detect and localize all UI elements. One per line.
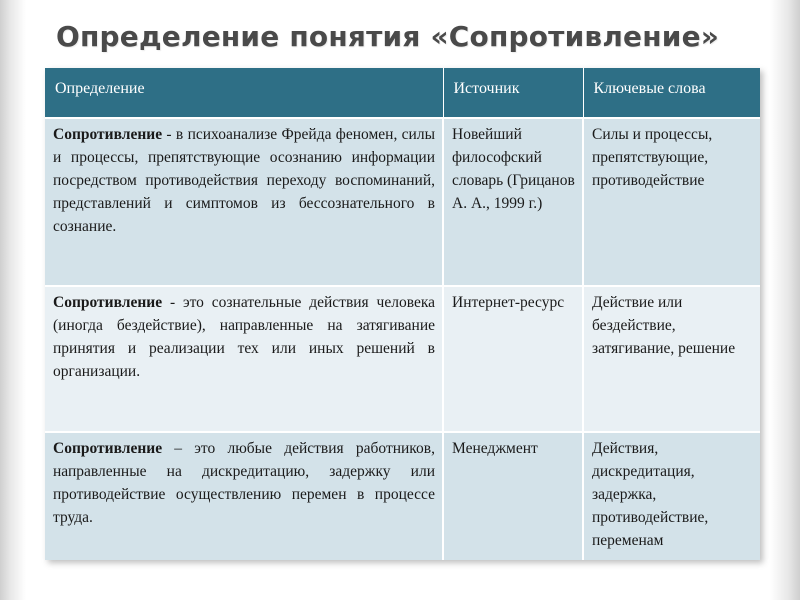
slide-right-edge-shadow <box>770 0 800 600</box>
source-cell: Менеджмент <box>443 432 583 560</box>
header-keywords: Ключевые слова <box>583 68 760 118</box>
definition-text: – это любые действия работников, направленные на дискредитацию, задержку или противодействие осуществлению перемен в процессе труда. <box>53 440 435 526</box>
header-source: Источник <box>443 68 583 118</box>
table-header-row <box>45 68 760 118</box>
source-cell: Новейший философский словарь (Грицанов А. А., 1999 г.) <box>443 118 583 286</box>
source-cell: Интернет-ресурс <box>443 286 583 432</box>
keywords-cell: Действие или бездействие, затягивание, решение <box>583 286 760 432</box>
slide-title: Определение понятия «Сопротивление» <box>56 20 720 53</box>
term: Сопротивление <box>53 294 163 311</box>
definition-text: - это сознательные действия человека (иногда бездействие), направленные на затягивание принятия и реализации тех или иных решений в организации. <box>53 294 435 380</box>
keywords-cell: Силы и процессы, препятствующие, противодействие <box>583 118 760 286</box>
definition-text: - в психоанализе Фрейда феномен, силы и процессы, препятствующие осознанию информации посредством противодействия переходу воспоминаний, представлений и симптомов из бессознательного в сознание. <box>53 126 435 235</box>
table-row <box>45 432 760 560</box>
slide-left-edge-shadow <box>0 0 26 600</box>
table-row <box>45 118 760 286</box>
keywords-cell: Действия, дискредитация, задержка, противодействие, переменам <box>583 432 760 560</box>
term: Сопротивление <box>53 126 163 143</box>
header-definition: Определение <box>45 68 443 118</box>
definition-cell <box>45 432 443 560</box>
table-row <box>45 286 760 432</box>
term: Сопротивление <box>53 440 163 457</box>
definitions-table <box>45 68 760 560</box>
definition-cell <box>45 286 443 432</box>
definition-cell <box>45 118 443 286</box>
